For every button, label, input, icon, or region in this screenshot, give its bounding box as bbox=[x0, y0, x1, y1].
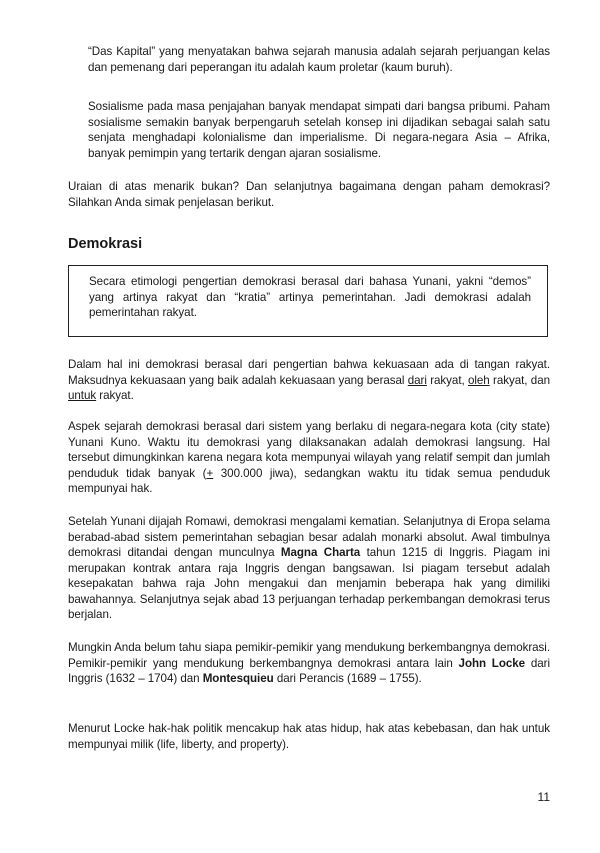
history-paragraph bbox=[68, 419, 550, 497]
power-text-4: rakyat. bbox=[96, 389, 134, 402]
rome-paragraph bbox=[68, 514, 550, 623]
john-locke-name: John Locke bbox=[458, 656, 526, 670]
history-text-1: Aspek sejarah demokrasi berasal dari sistem yang berlaku di negara-negara kota (city state) Yunani Kuno. Waktu itu demokrasi yang dilaksanakan adalah demokrasi langsung. Hal tersebut dimungkinkan karena negara kota mempunyai wilayah yang relatif sempit dan jumlah penduduk tidak banyak ( bbox=[68, 420, 550, 480]
socialism-paragraph: Sosialisme pada masa penjajahan banyak mendapat simpati dari bangsa pribumi. Paham sosialisme semakin banyak berpengaruh setelah konsep ini dijadikan sebagai salah satu senjata menghadapi kolonialisme dan imperialisme. Di negara-negara Asia – Afrika, banyak pemimpin yang tertarik dengan ajaran sosialisme. bbox=[88, 100, 550, 160]
underlined-untuk: untuk bbox=[68, 389, 97, 402]
rome-text-1: Setelah Yunani dijajah Romawi, demokrasi mengalami kematian. Selanjutnya di Eropa selama berabad-abad sistem pemerintahan sebagian besar adalah monarki absolut. Awal timbulnya demokrasi ditandai dengan munculnya bbox=[68, 515, 550, 559]
magna-charta-term: Magna Charta bbox=[280, 546, 361, 559]
underlined-oleh: oleh bbox=[467, 373, 490, 387]
thinkers-paragraph bbox=[68, 640, 550, 687]
power-text-3: rakyat, dan bbox=[489, 373, 550, 387]
thinkers-text-2: dari Inggris (1632 – 1704) dan bbox=[68, 656, 550, 685]
underlined-plus-sign: + bbox=[206, 466, 214, 480]
marx-quote-paragraph: “Das Kapital” yang menyatakan bahwa sejarah manusia adalah sejarah perjuangan kelas dan pemenang dari peperangan itu adalah kaum proletar (kaum buruh). bbox=[88, 45, 550, 74]
rome-text-2: tahun 1215 di Inggris. Piagam ini merupakan kontrak antara raja Inggris dengan bangsawan. Isi piagam tersebut adalah kesepakatan bahwa raja John mengakui dan menjamin beberapa hak yang dimiliki bawahannya. Selanjutnya sejak abad 13 perjuangan terhadap perkembangan demokrasi terus berjalan. bbox=[68, 546, 551, 621]
locke-paragraph: Menurut Locke hak-hak politik mencakup hak atas hidup, hak atas kebebasan, dan hak untuk mempunyai milik (life, liberty, and property). bbox=[68, 722, 550, 751]
transition-paragraph: Uraian di atas menarik bukan? Dan selanjutnya bagaimana dengan paham demokrasi? Silahkan Anda simak penjelasan berikut. bbox=[68, 180, 550, 209]
underlined-dari: dari bbox=[407, 373, 427, 387]
thinkers-text-3: dari Perancis (1689 – 1755). bbox=[273, 672, 422, 685]
thinkers-text-1: Mungkin Anda belum tahu siapa pemikir-pemikir yang mendukung berkembangnya demokrasi. Pemikir-pemikir yang mendukung berkembangnya demokrasi antara lain bbox=[68, 641, 550, 670]
section-heading: Demokrasi bbox=[68, 236, 143, 252]
page-number: 11 bbox=[537, 790, 550, 804]
definition-text: Secara etimologi pengertian demokrasi berasal dari bahasa Yunani, yakni “demos” yang artinya rakyat dan “kratia” artinya pemerintahan. Jadi demokrasi adalah pemerintahan rakyat. bbox=[89, 275, 531, 319]
montesquieu-name: Montesquieu bbox=[202, 672, 274, 685]
power-text-2: rakyat, bbox=[426, 373, 468, 387]
power-paragraph bbox=[68, 357, 550, 404]
power-text-1: Dalam hal ini demokrasi berasal dari pengertian bahwa kekuasaan ada di tangan rakyat. Maksudnya kekuasaan yang baik adalah kekuasaan yang berasal bbox=[68, 358, 550, 387]
history-text-2: 300.000 jiwa), sedangkan waktu itu tidak semua penduduk mempunyai hak. bbox=[68, 466, 550, 495]
definition-box bbox=[68, 265, 548, 337]
